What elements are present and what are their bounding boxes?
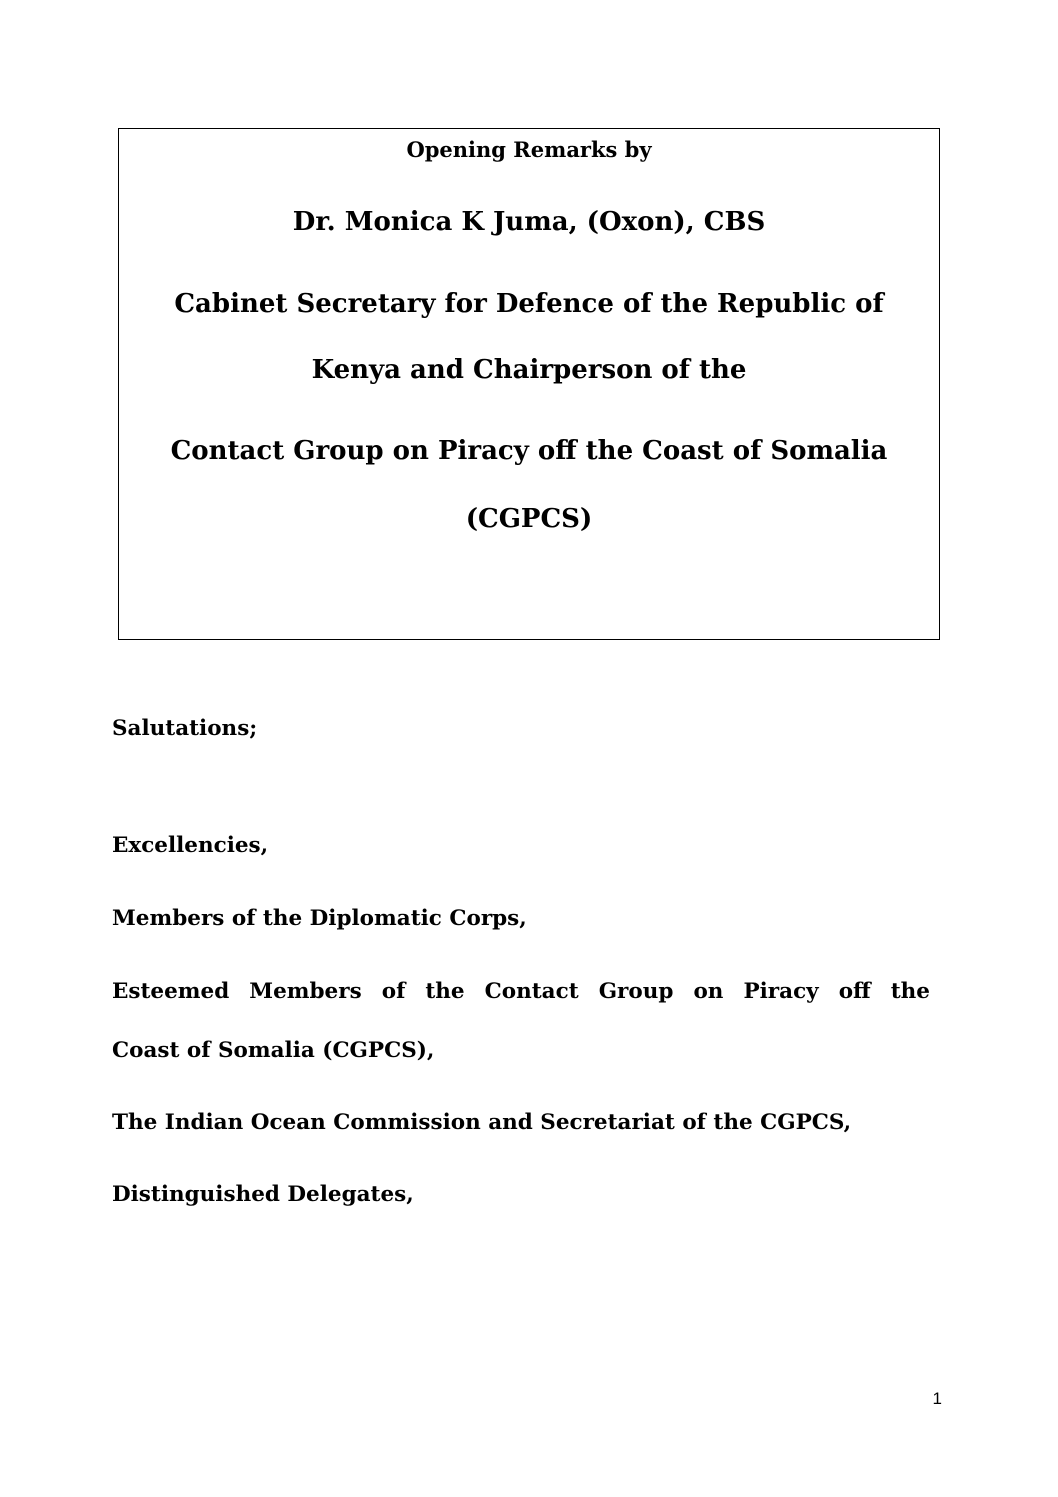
page-number: 1 <box>932 1389 942 1408</box>
esteemed-members-line1: Esteemed Members of the Contact Group on Piracy off the <box>112 979 930 1004</box>
title-role-line1: Cabinet Secretary for Defence of the Republic of <box>174 289 884 319</box>
diplomatic-corps-line: Members of the Diplomatic Corps, <box>112 906 527 931</box>
title-speaker-name: Dr. Monica K Juma, (Oxon), CBS <box>292 207 766 237</box>
title-box <box>118 128 940 640</box>
excellencies-line: Excellencies, <box>112 833 269 858</box>
delegates-line: Distinguished Delegates, <box>112 1182 414 1207</box>
salutations-line: Salutations; <box>112 716 258 741</box>
indian-ocean-line: The Indian Ocean Commission and Secretariat of the CGPCS, <box>112 1110 852 1135</box>
title-group-acronym: (CGPCS) <box>465 504 593 534</box>
esteemed-members-line2: Coast of Somalia (CGPCS), <box>112 1038 435 1063</box>
title-opening-remarks: Opening Remarks by <box>406 137 652 162</box>
title-role-line2: Kenya and Chairperson of the <box>311 355 747 385</box>
title-group-name: Contact Group on Piracy off the Coast of Somalia <box>170 436 888 466</box>
